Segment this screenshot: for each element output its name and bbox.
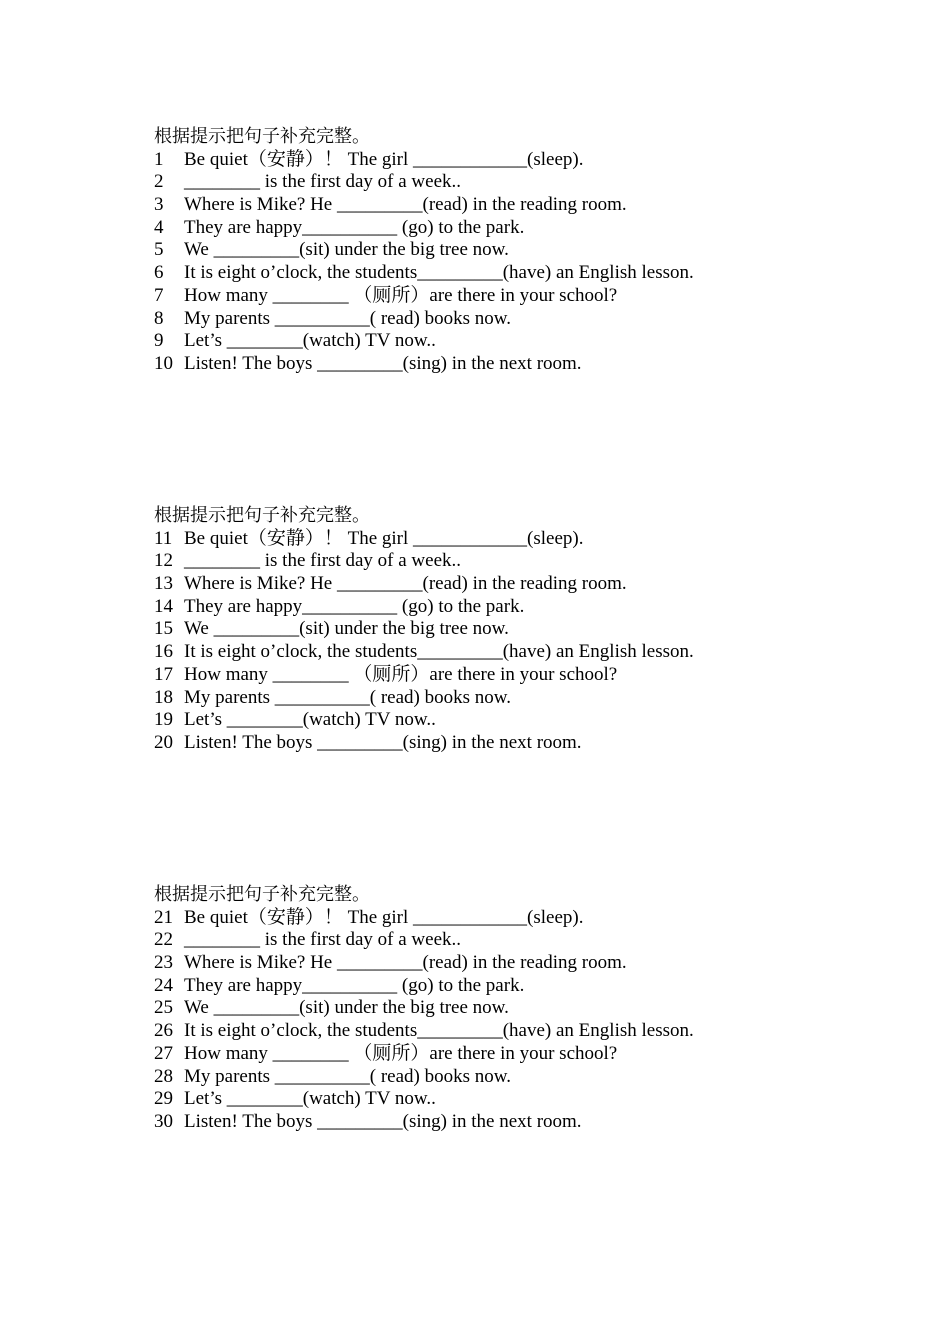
- question-text: My parents __________( read) books now.: [184, 1065, 511, 1087]
- question-line: [154, 618, 854, 641]
- question-number: 11: [154, 527, 173, 549]
- question-line: [154, 262, 854, 285]
- question-text: Where is Mike? He _________(read) in the reading room.: [184, 573, 627, 595]
- question-text: ________ is the first day of a week..: [184, 929, 462, 951]
- question-text: Where is Mike? He _________(read) in the reading room.: [184, 952, 627, 974]
- question-number: 29: [154, 1088, 173, 1110]
- question-number: 3: [154, 194, 164, 216]
- question-number: 20: [154, 731, 173, 753]
- question-text: Let’s ________(watch) TV now..: [184, 709, 436, 731]
- question-number: 15: [154, 618, 173, 640]
- question-text: It is eight o’clock, the students_________(have) an English lesson.: [184, 262, 694, 284]
- question-line: [154, 1066, 854, 1089]
- question-text: How many ________ （厕所）are there in your school?: [184, 284, 618, 306]
- question-line: [154, 353, 854, 376]
- question-text: We _________(sit) under the big tree now.: [184, 618, 509, 640]
- question-line: [154, 952, 854, 975]
- question-text: Listen! The boys _________(sing) in the next room.: [184, 352, 582, 374]
- question-text: Listen! The boys _________(sing) in the next room.: [184, 731, 582, 753]
- question-number: 5: [154, 239, 164, 261]
- question-line: [154, 217, 854, 240]
- question-line: [154, 664, 854, 687]
- question-line: [154, 1088, 854, 1111]
- question-text: We _________(sit) under the big tree now.: [184, 239, 509, 261]
- question-text: My parents __________( read) books now.: [184, 686, 511, 708]
- question-line: [154, 330, 854, 353]
- question-text: How many ________ （厕所）are there in your school?: [184, 663, 618, 685]
- question-line: [154, 239, 854, 262]
- exercise-section-3: [154, 884, 854, 1134]
- section-title: 根据提示把句子补充完整。: [154, 505, 370, 526]
- question-text: It is eight o’clock, the students_________(have) an English lesson.: [184, 641, 694, 663]
- question-number: 19: [154, 709, 173, 731]
- question-text: They are happy__________ (go) to the park.: [184, 216, 525, 238]
- question-number: 8: [154, 307, 164, 329]
- question-text: We _________(sit) under the big tree now.: [184, 997, 509, 1019]
- question-number: 2: [154, 171, 164, 193]
- question-text: Listen! The boys _________(sing) in the next room.: [184, 1110, 582, 1132]
- question-number: 7: [154, 284, 164, 306]
- question-number: 21: [154, 906, 173, 928]
- question-number: 14: [154, 595, 173, 617]
- section-title: 根据提示把句子补充完整。: [154, 884, 370, 905]
- question-line: [154, 929, 854, 952]
- question-text: Be quiet（安静）！ The girl ____________(sleep).: [184, 527, 584, 549]
- question-line: [154, 997, 854, 1020]
- question-text: ________ is the first day of a week..: [184, 550, 462, 572]
- question-line: [154, 975, 854, 998]
- question-line: [154, 1111, 854, 1134]
- question-number: 10: [154, 352, 173, 374]
- question-line: [154, 1043, 854, 1066]
- question-number: 30: [154, 1110, 173, 1132]
- question-line: [154, 528, 854, 551]
- question-number: 25: [154, 997, 173, 1019]
- question-line: [154, 171, 854, 194]
- question-line: [154, 641, 854, 664]
- question-line: [154, 550, 854, 573]
- question-text: Let’s ________(watch) TV now..: [184, 1088, 436, 1110]
- question-text: My parents __________( read) books now.: [184, 307, 511, 329]
- question-number: 13: [154, 573, 173, 595]
- question-line: [154, 596, 854, 619]
- question-line: [154, 709, 854, 732]
- question-number: 18: [154, 686, 173, 708]
- question-number: 27: [154, 1042, 173, 1064]
- question-line: [154, 1020, 854, 1043]
- exercise-section-2: [154, 505, 854, 755]
- question-number: 17: [154, 663, 173, 685]
- question-line: [154, 732, 854, 755]
- question-text: They are happy__________ (go) to the park.: [184, 595, 525, 617]
- question-text: Where is Mike? He _________(read) in the reading room.: [184, 194, 627, 216]
- question-text: Be quiet（安静）！ The girl ____________(sleep).: [184, 906, 584, 928]
- question-line: [154, 573, 854, 596]
- question-number: 4: [154, 216, 164, 238]
- question-line: [154, 907, 854, 930]
- question-line: [154, 285, 854, 308]
- question-number: 6: [154, 262, 164, 284]
- question-number: 23: [154, 952, 173, 974]
- question-number: 22: [154, 929, 173, 951]
- question-text: ________ is the first day of a week..: [184, 171, 462, 193]
- question-number: 24: [154, 974, 173, 996]
- question-number: 16: [154, 641, 173, 663]
- question-text: Be quiet（安静）！ The girl ____________(sleep).: [184, 148, 584, 170]
- question-line: [154, 308, 854, 331]
- question-line: [154, 687, 854, 710]
- section-title: 根据提示把句子补充完整。: [154, 126, 370, 147]
- question-number: 28: [154, 1065, 173, 1087]
- question-text: It is eight o’clock, the students_________(have) an English lesson.: [184, 1020, 694, 1042]
- question-number: 1: [154, 148, 164, 170]
- question-text: Let’s ________(watch) TV now..: [184, 330, 436, 352]
- question-number: 26: [154, 1020, 173, 1042]
- question-number: 9: [154, 330, 164, 352]
- question-text: How many ________ （厕所）are there in your school?: [184, 1042, 618, 1064]
- question-line: [154, 194, 854, 217]
- question-number: 12: [154, 550, 173, 572]
- question-text: They are happy__________ (go) to the park.: [184, 974, 525, 996]
- question-line: [154, 149, 854, 172]
- exercise-section-1: [154, 126, 854, 376]
